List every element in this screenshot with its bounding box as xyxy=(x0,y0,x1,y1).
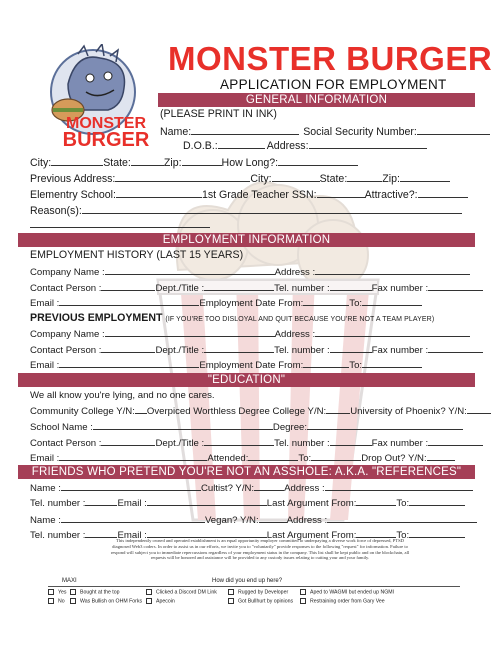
education-intro: We all know you're lying, and no one cares. xyxy=(30,390,215,401)
ref1-to-field[interactable] xyxy=(409,497,465,506)
fax-field[interactable] xyxy=(428,282,483,291)
dob-field[interactable] xyxy=(218,140,265,149)
edu-email-label: Email : xyxy=(30,453,60,464)
logo-text-monster: MONSTER xyxy=(66,115,146,132)
ref1-to-label: To: xyxy=(396,498,410,509)
reasons-row-2 xyxy=(30,219,210,232)
attended-to-field[interactable] xyxy=(311,452,361,461)
option-rugged[interactable]: Rugged by Developer xyxy=(228,589,288,595)
education-yn-row xyxy=(30,405,491,418)
emp-contact-row xyxy=(30,282,483,295)
general-information-band: GENERAL INFORMATION xyxy=(158,93,475,107)
dept-title-label: Dept./Title : xyxy=(155,283,205,294)
monster-burger-logo xyxy=(38,44,158,152)
ref1-address-field[interactable] xyxy=(325,482,473,491)
ref1-name-field[interactable] xyxy=(61,482,201,491)
prev-email-label: Email : xyxy=(30,360,60,371)
elementary-school-label: Elementry School: xyxy=(30,189,116,201)
ref2-name-row xyxy=(30,514,477,527)
brand-title: MONSTER BURGER xyxy=(168,40,493,77)
ref1-last-argument-label: Last Argument From: xyxy=(266,498,357,509)
references-band: FRIENDS WHO PRETEND YOU'RE NOT AN ASSHOLE: A.K.A. "REFERENCES" xyxy=(18,465,475,479)
ref1-email-field[interactable] xyxy=(147,497,267,506)
edu-tel-field[interactable] xyxy=(330,437,372,446)
teacher-ssn-label: 1st Grade Teacher SSN: xyxy=(201,189,317,201)
address-field[interactable] xyxy=(309,140,427,149)
previous-address-row xyxy=(30,173,450,186)
ref1-cultist-label: Cultist? Y/N: xyxy=(200,483,255,494)
drop-out-field[interactable] xyxy=(427,452,455,461)
edu-dept-title-label: Dept./Title : xyxy=(155,438,205,449)
name-ssn-row xyxy=(160,126,490,139)
school-name-label: School Name : xyxy=(30,422,93,433)
address-label: Address: xyxy=(266,140,309,152)
edu-contact-person-field[interactable] xyxy=(101,437,155,446)
edu-fax-field[interactable] xyxy=(428,437,483,446)
email-label: Email : xyxy=(30,298,60,309)
prev-contact-row xyxy=(30,344,483,357)
ref2-name-field[interactable] xyxy=(61,514,205,523)
contact-person-label: Contact Person : xyxy=(30,283,102,294)
prev-company-address-field[interactable] xyxy=(315,328,470,337)
footer-divider xyxy=(48,586,460,587)
edu-dept-title-field[interactable] xyxy=(204,437,274,446)
teacher-ssn-field[interactable] xyxy=(317,189,365,198)
ref2-vegan-field[interactable] xyxy=(259,514,287,523)
ref2-to-field[interactable] xyxy=(409,529,465,538)
option-ohm-forks[interactable]: Was Bullish on OHM Forks xyxy=(70,598,142,604)
previous-employment-label: PREVIOUS EMPLOYMENT xyxy=(30,312,163,324)
option-discord-dm[interactable]: Clicked a Discord DM Link xyxy=(146,589,217,595)
ref2-vegan-label: Vegan? Y/N: xyxy=(204,515,259,526)
name-field[interactable] xyxy=(191,126,299,135)
dates-to-field[interactable] xyxy=(362,297,422,306)
footer-disclaimer: This independently owned and operated establishment is an equal opportunity employer committed to underpaying a diverse work force of depressed, PTSD diagnosed Web3 coders. In order to assist us in our efforts, we invite you to "voluntarily" provide responses to the following "request" for information. Failure to respond will subject you to immediate repercussions regardless of your employment status in the company. This list shall be kept public and on the blockchain, all requests will be honored and assistance will be provided to any custody issues relating to cutting your and your family. xyxy=(110,538,410,561)
bullhurt-checkbox[interactable] xyxy=(228,598,234,604)
name-label: Name: xyxy=(160,126,192,138)
option-apecoin[interactable]: Apecoin xyxy=(146,598,175,604)
prev-company-name-field[interactable] xyxy=(105,328,275,337)
maxi-no-checkbox[interactable] xyxy=(48,598,54,604)
prev-dept-title-field[interactable] xyxy=(204,344,274,353)
ref2-last-argument-field[interactable] xyxy=(356,529,396,538)
elementary-school-field[interactable] xyxy=(116,189,202,198)
ref1-name-label: Name : xyxy=(30,483,61,494)
company-name-field[interactable] xyxy=(105,266,275,275)
attractive-label: Attractive?: xyxy=(364,189,418,201)
ref1-address-label: Address : xyxy=(284,483,325,494)
prev-email-row xyxy=(30,359,422,372)
bought-top-checkbox[interactable] xyxy=(70,589,76,595)
ssn-field[interactable] xyxy=(417,126,490,135)
ref1-last-argument-field[interactable] xyxy=(356,497,396,506)
ref1-tel-field[interactable] xyxy=(85,497,117,506)
edu-email-field[interactable] xyxy=(59,452,207,461)
ref1-name-row xyxy=(30,482,473,495)
prev-state-label: State: xyxy=(319,173,348,185)
degree-field[interactable] xyxy=(307,421,463,430)
dates-from-label: Employment Date From: xyxy=(199,298,304,309)
reasons-row xyxy=(30,205,462,218)
logo-text-burger: BURGER xyxy=(62,129,150,151)
company-address-label: Address : xyxy=(274,267,316,278)
state-field[interactable] xyxy=(131,157,164,166)
how-long-label: How Long?: xyxy=(221,157,279,169)
ssn-label: Social Security Number: xyxy=(303,126,417,138)
discord-dm-checkbox[interactable] xyxy=(146,589,152,595)
edu-fax-label: Fax number : xyxy=(371,438,429,449)
school-row xyxy=(30,189,468,202)
drop-out-label: Drop Out? Y/N: xyxy=(361,453,427,464)
community-college-label: Community College Y/N: xyxy=(30,406,135,417)
prev-company-name-label: Company Name : xyxy=(30,329,105,340)
prev-state-field[interactable] xyxy=(347,173,382,182)
maxi-yes-checkbox[interactable] xyxy=(48,589,54,595)
prev-tel-label: Tel. number : xyxy=(274,345,330,356)
option-bought-top[interactable]: Bought at the top xyxy=(70,589,120,595)
edu-contact-row xyxy=(30,437,483,450)
maxi-label: MAXI xyxy=(62,578,77,584)
dates-from-field[interactable] xyxy=(303,297,349,306)
rugged-checkbox[interactable] xyxy=(228,589,234,595)
prev-fax-field[interactable] xyxy=(428,344,483,353)
education-band: "EDUCATION" xyxy=(18,373,475,387)
contact-person-field[interactable] xyxy=(101,282,155,291)
footer-options xyxy=(48,589,478,609)
prev-dates-from-field[interactable] xyxy=(303,359,349,368)
ref2-tel-field[interactable] xyxy=(85,529,117,538)
phoenix-field[interactable] xyxy=(467,405,491,414)
maxi-no-option[interactable]: No xyxy=(48,598,65,604)
attractive-field[interactable] xyxy=(418,189,468,198)
option-bullhurt[interactable]: Got Bullhurt by opinions xyxy=(228,598,293,604)
ref2-email-label: Email : xyxy=(117,530,147,541)
prev-fax-label: Fax number : xyxy=(371,345,429,356)
dates-to-label: To: xyxy=(349,298,363,309)
prev-city-field[interactable] xyxy=(272,173,320,182)
ohm-forks-checkbox[interactable] xyxy=(70,598,76,604)
maxi-yes-option[interactable]: Yes xyxy=(48,589,66,595)
school-name-field[interactable] xyxy=(93,421,273,430)
attended-label: Attended: xyxy=(207,453,249,464)
city-label: City: xyxy=(30,157,52,169)
prev-company-row xyxy=(30,328,470,341)
overpriced-degree-label: Overpiced Worthless Degree College Y/N: xyxy=(146,406,327,417)
how-did-you-end-up-label: How did you end up here? xyxy=(212,578,283,584)
ref1-email-label: Email : xyxy=(117,498,147,509)
city-state-zip-row xyxy=(30,157,358,170)
overpriced-degree-field[interactable] xyxy=(326,405,350,414)
tel-field[interactable] xyxy=(330,282,372,291)
attended-field[interactable] xyxy=(248,452,298,461)
prev-tel-field[interactable] xyxy=(330,344,372,353)
prev-zip-field[interactable] xyxy=(400,173,450,182)
ref2-name-label: Name : xyxy=(30,515,61,526)
reasons-label: Reason(s): xyxy=(30,205,82,217)
dob-address-row xyxy=(183,140,427,153)
ref2-tel-label: Tel. number : xyxy=(30,530,86,541)
previous-employment-title xyxy=(30,312,434,326)
ref1-tel-row xyxy=(30,497,465,510)
fax-label: Fax number : xyxy=(371,283,429,294)
email-field[interactable] xyxy=(59,297,199,306)
option-gary-vee[interactable]: Restraining order from Gary Vee xyxy=(300,598,385,604)
dept-title-field[interactable] xyxy=(204,282,274,291)
attended-to-label: To: xyxy=(298,453,312,464)
prev-contact-person-label: Contact Person : xyxy=(30,345,102,356)
phoenix-label: University of Phoenix? Y/N: xyxy=(350,406,467,417)
previous-employment-note: (IF YOU'RE TOO DISLOYAL AND QUIT BECAUSE YOU'RE NOT A TEAM PLAYER) xyxy=(165,316,435,323)
reasons-field[interactable] xyxy=(82,205,462,214)
prev-email-field[interactable] xyxy=(59,359,199,368)
company-name-label: Company Name : xyxy=(30,267,105,278)
school-name-row xyxy=(30,421,463,434)
ref2-last-argument-label: Last Argument From: xyxy=(266,530,357,541)
ref1-tel-label: Tel. number : xyxy=(30,498,86,509)
degree-label: Degree: xyxy=(272,422,308,433)
print-note: (PLEASE PRINT IN INK) xyxy=(160,108,277,120)
gary-vee-checkbox[interactable] xyxy=(300,598,306,604)
emp-email-row xyxy=(30,297,422,310)
state-label: State: xyxy=(103,157,131,169)
prev-dates-from-label: Employment Date From: xyxy=(199,360,304,371)
previous-address-label: Previous Address: xyxy=(30,173,116,185)
ref2-email-field[interactable] xyxy=(147,529,267,538)
edu-tel-label: Tel. number : xyxy=(274,438,330,449)
application-title: APPLICATION FOR EMPLOYMENT xyxy=(220,77,447,92)
community-college-field[interactable] xyxy=(135,405,147,414)
edu-email-row xyxy=(30,452,455,465)
employment-information-band: EMPLOYMENT INFORMATION xyxy=(18,233,475,247)
tel-label: Tel. number : xyxy=(274,283,330,294)
company-address-field[interactable] xyxy=(315,266,470,275)
ref2-address-field[interactable] xyxy=(327,514,477,523)
previous-address-field[interactable] xyxy=(115,173,250,182)
prev-contact-person-field[interactable] xyxy=(101,344,155,353)
prev-company-address-label: Address : xyxy=(274,329,316,340)
option-wagmi[interactable]: Aped to WAGMI but ended up NGMI xyxy=(300,589,394,595)
reasons-field-2[interactable] xyxy=(30,219,210,228)
how-long-field[interactable] xyxy=(278,157,358,166)
apecoin-checkbox[interactable] xyxy=(146,598,152,604)
prev-dept-title-label: Dept./Title : xyxy=(155,345,205,356)
ref1-cultist-field[interactable] xyxy=(254,482,284,491)
zip-field[interactable] xyxy=(182,157,222,166)
prev-dates-to-label: To: xyxy=(349,360,363,371)
employment-history-title: EMPLOYMENT HISTORY (LAST 15 YEARS) xyxy=(30,249,244,261)
prev-city-label: City: xyxy=(250,173,272,185)
edu-contact-person-label: Contact Person : xyxy=(30,438,102,449)
ref2-address-label: Address : xyxy=(286,515,328,526)
prev-dates-to-field[interactable] xyxy=(362,359,422,368)
wagmi-checkbox[interactable] xyxy=(300,589,306,595)
ref2-to-label: To: xyxy=(396,530,410,541)
zip-label: Zip: xyxy=(163,157,182,169)
prev-zip-label: Zip: xyxy=(382,173,400,185)
emp-company-row xyxy=(30,266,470,279)
city-field[interactable] xyxy=(51,157,103,166)
dob-label: D.O.B.: xyxy=(183,140,218,152)
